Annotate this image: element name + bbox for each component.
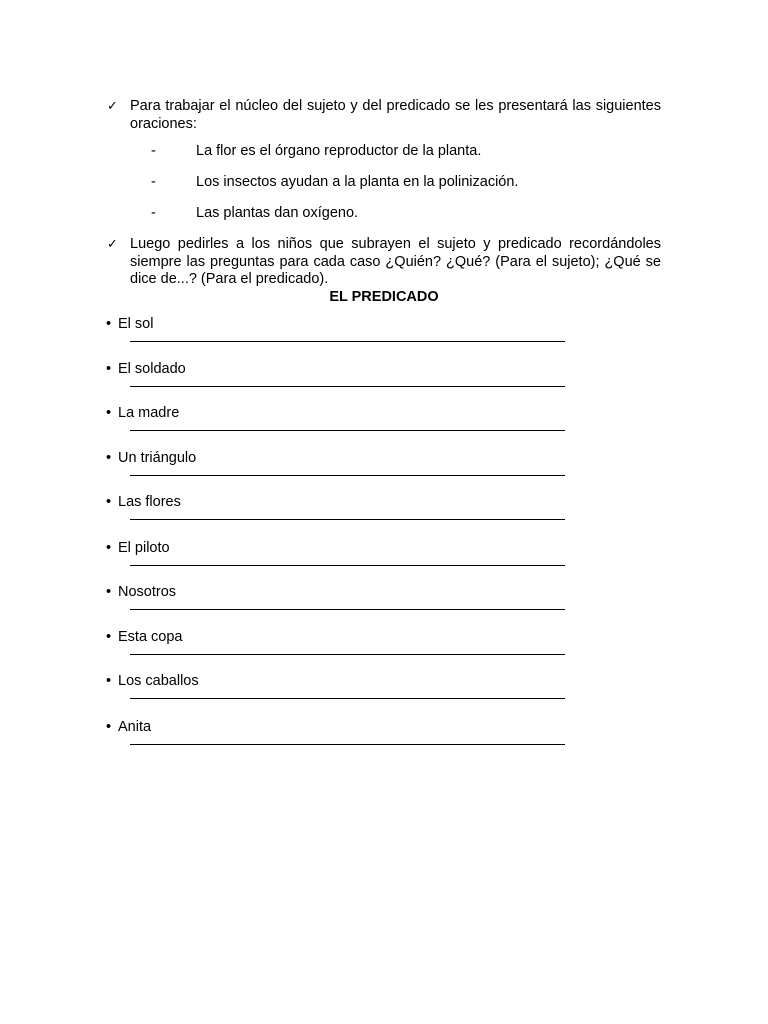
sentence-text: Los insectos ayudan a la planta en la polinización. <box>196 174 519 190</box>
exercise-item <box>106 629 576 669</box>
exercise-item <box>106 673 576 713</box>
bullet-marker: • <box>106 584 112 600</box>
exercise-item <box>106 405 576 445</box>
answer-line[interactable] <box>130 609 565 610</box>
exercise-item <box>106 450 576 490</box>
answer-line[interactable] <box>130 341 565 342</box>
exercise-subject: El sol <box>118 316 154 332</box>
answer-line[interactable] <box>130 565 565 566</box>
exercise-item <box>106 316 576 356</box>
bullet-marker: • <box>106 673 112 689</box>
sentence-text: Las plantas dan oxígeno. <box>196 205 359 221</box>
checkmark-icon: ✓ <box>107 237 118 252</box>
exercise-subject: El soldado <box>118 361 186 377</box>
bullet-marker: • <box>106 494 112 510</box>
sentence-item <box>151 205 651 223</box>
dash-marker: - <box>151 143 156 159</box>
bullet-marker: • <box>106 316 112 332</box>
exercise-subject: Un triángulo <box>118 450 197 466</box>
exercise-item <box>106 494 576 534</box>
bullet-marker: • <box>106 540 112 556</box>
bullet-marker: • <box>106 405 112 421</box>
intro-checklist-item <box>107 98 661 133</box>
sentence-text: La flor es el órgano reproductor de la planta. <box>196 143 482 159</box>
intro-text: Para trabajar el núcleo del sujeto y del predicado se les presentará las siguientes oraciones: <box>130 98 661 132</box>
section-title: EL PREDICADO <box>329 289 439 305</box>
exercise-subject: Nosotros <box>118 584 177 600</box>
answer-line[interactable] <box>130 386 565 387</box>
bullet-marker: • <box>106 450 112 466</box>
dash-marker: - <box>151 205 156 221</box>
answer-line[interactable] <box>130 744 565 745</box>
exercise-item <box>106 361 576 401</box>
answer-line[interactable] <box>130 430 565 431</box>
exercise-subject: Las flores <box>118 494 181 510</box>
exercise-item <box>106 540 576 580</box>
sentence-item <box>151 143 651 161</box>
answer-line[interactable] <box>130 654 565 655</box>
exercise-subject: Esta copa <box>118 629 183 645</box>
exercise-subject: El piloto <box>118 540 170 556</box>
bullet-marker: • <box>106 629 112 645</box>
exercise-item <box>106 584 576 624</box>
bullet-marker: • <box>106 719 112 735</box>
bullet-marker: • <box>106 361 112 377</box>
instruction-checklist-item <box>107 236 661 289</box>
answer-line[interactable] <box>130 475 565 476</box>
answer-line[interactable] <box>130 698 565 699</box>
exercise-subject: Anita <box>118 719 152 735</box>
checkmark-icon: ✓ <box>107 99 118 114</box>
exercise-item <box>106 719 576 759</box>
answer-line[interactable] <box>130 519 565 520</box>
exercise-subject: La madre <box>118 405 180 421</box>
dash-marker: - <box>151 174 156 190</box>
instruction-text: Luego pedirles a los niños que subrayen el sujeto y predicado recordándoles siempre las preguntas para cada caso ¿Quién? ¿Qué? (Para el sujeto); ¿Qué se dice de...? (Para el predicado). <box>130 236 661 287</box>
exercise-subject: Los caballos <box>118 673 199 689</box>
sentence-item <box>151 174 651 192</box>
